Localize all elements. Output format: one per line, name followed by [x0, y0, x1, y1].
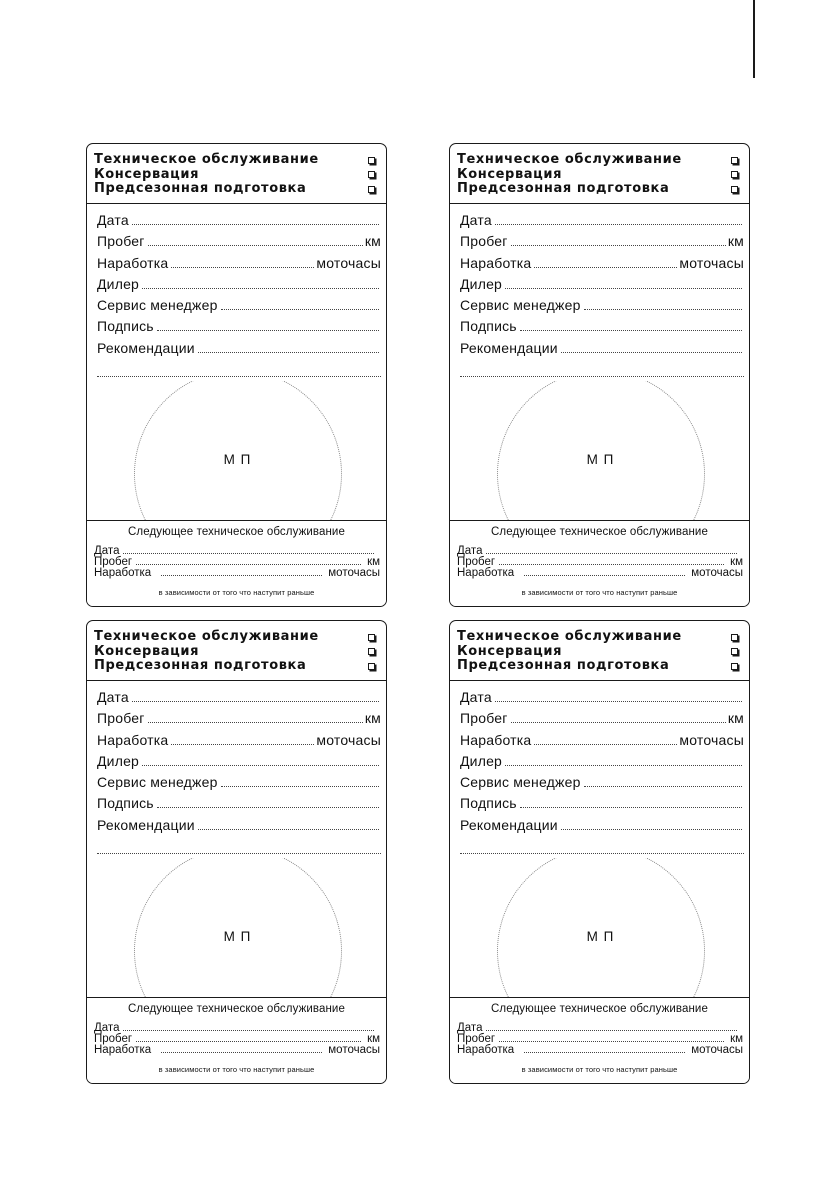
- service-type-label: Предсезонная подготовка: [94, 181, 307, 196]
- fill-line[interactable]: [520, 796, 742, 808]
- field-label: Дата: [457, 545, 483, 557]
- service-type-checkbox[interactable]: [368, 186, 375, 193]
- next-service-section: [450, 520, 749, 607]
- field-unit: моточасы: [328, 567, 380, 579]
- record-field-signature[interactable]: [460, 318, 744, 339]
- next-service-engine-hours[interactable]: [94, 1044, 380, 1055]
- field-label: Наработка: [94, 1044, 152, 1056]
- record-field-date[interactable]: [460, 212, 744, 233]
- fill-line[interactable]: [534, 256, 677, 268]
- field-label: Сервис менеджер: [97, 774, 218, 791]
- stamp-label: М П: [586, 929, 615, 944]
- fill-line[interactable]: [132, 213, 379, 225]
- service-type-label: Техническое обслуживание: [457, 152, 682, 167]
- field-unit: км: [364, 233, 381, 250]
- record-field-recommendations[interactable]: [460, 817, 744, 838]
- field-unit: моточасы: [679, 731, 744, 748]
- service-type-checkbox[interactable]: [731, 648, 738, 655]
- field-label: Рекомендации: [97, 339, 195, 356]
- field-label: Дилер: [460, 752, 503, 769]
- fill-line[interactable]: [123, 545, 374, 554]
- record-field-engine-hours[interactable]: [97, 255, 381, 276]
- field-unit: моточасы: [691, 567, 743, 579]
- next-service-date[interactable]: [457, 545, 743, 556]
- service-type-row: [94, 645, 376, 660]
- service-type-header: [450, 144, 749, 204]
- field-unit: моточасы: [679, 254, 744, 271]
- next-service-fields: [457, 545, 743, 578]
- service-coupon: [86, 620, 387, 1084]
- field-label: Дилер: [97, 275, 140, 292]
- recommendations-extra-line[interactable]: [460, 853, 744, 854]
- fill-line[interactable]: [511, 234, 726, 246]
- field-label: Наработка: [94, 567, 152, 579]
- next-service-note: в зависимости от того что наступит раньше: [158, 588, 315, 597]
- fill-line[interactable]: [561, 341, 742, 353]
- fill-line[interactable]: [171, 256, 314, 268]
- service-type-label: Предсезонная подготовка: [94, 658, 307, 673]
- recommendations-extra-line[interactable]: [460, 376, 744, 377]
- record-field-service-manager[interactable]: [460, 774, 744, 795]
- field-unit: моточасы: [316, 731, 381, 748]
- recommendations-extra-line[interactable]: [97, 376, 381, 377]
- field-label: Пробег: [94, 1033, 133, 1045]
- fill-line[interactable]: [136, 1033, 361, 1042]
- fill-line[interactable]: [499, 1033, 724, 1042]
- field-label: Подпись: [460, 318, 517, 335]
- service-record-fields: [97, 689, 381, 838]
- service-type-header: [450, 621, 749, 681]
- next-service-title: Следующее техническое обслуживание: [128, 1003, 345, 1015]
- record-field-service-manager[interactable]: [97, 297, 381, 318]
- field-label: Пробег: [97, 233, 145, 250]
- field-label: Дата: [460, 689, 492, 705]
- record-field-mileage[interactable]: [97, 710, 381, 731]
- field-label: Пробег: [97, 710, 145, 727]
- record-field-mileage[interactable]: [97, 233, 381, 254]
- service-type-row: [94, 630, 376, 645]
- field-unit: моточасы: [316, 254, 381, 271]
- service-type-row: [457, 630, 739, 645]
- stamp-label: М П: [223, 929, 252, 944]
- field-label: Дата: [97, 689, 129, 705]
- next-service-date[interactable]: [94, 1022, 380, 1033]
- fill-line[interactable]: [495, 690, 742, 702]
- field-label: Наработка: [97, 254, 169, 271]
- fill-line[interactable]: [486, 1022, 737, 1031]
- fill-line[interactable]: [136, 556, 361, 565]
- fill-line[interactable]: [520, 319, 742, 331]
- service-type-checkbox[interactable]: [731, 186, 738, 193]
- field-label: Дилер: [97, 752, 140, 769]
- field-label: Наработка: [460, 254, 532, 271]
- record-field-dealer[interactable]: [460, 276, 744, 297]
- fill-line[interactable]: [534, 733, 677, 745]
- fill-line[interactable]: [198, 818, 379, 830]
- field-label: Пробег: [94, 556, 133, 568]
- fill-line[interactable]: [524, 567, 685, 576]
- next-service-engine-hours[interactable]: [457, 567, 743, 578]
- field-label: Дата: [94, 545, 120, 557]
- service-type-label: Консервация: [94, 643, 200, 659]
- fill-line[interactable]: [148, 711, 363, 723]
- next-service-section: [87, 520, 386, 607]
- record-field-dealer[interactable]: [97, 276, 381, 297]
- fill-line[interactable]: [505, 277, 742, 289]
- record-field-engine-hours[interactable]: [460, 255, 744, 276]
- service-type-row: [94, 659, 376, 674]
- record-field-date[interactable]: [460, 689, 744, 710]
- field-label: Подпись: [97, 318, 154, 335]
- record-field-date[interactable]: [97, 689, 381, 710]
- field-label: Рекомендации: [97, 816, 195, 833]
- next-service-date[interactable]: [94, 545, 380, 556]
- fill-line[interactable]: [524, 1044, 685, 1053]
- field-label: Дата: [457, 1022, 483, 1034]
- service-type-checkbox[interactable]: [368, 648, 375, 655]
- fill-line[interactable]: [221, 775, 379, 787]
- service-type-checkbox[interactable]: [368, 663, 375, 670]
- service-type-label: Техническое обслуживание: [94, 629, 319, 644]
- next-service-note: в зависимости от того что наступит раньше: [521, 588, 678, 597]
- next-service-engine-hours[interactable]: [457, 1044, 743, 1055]
- field-label: Дилер: [460, 275, 503, 292]
- fill-line[interactable]: [561, 818, 742, 830]
- service-record-fields: [97, 212, 381, 361]
- field-label: Сервис менеджер: [97, 297, 218, 314]
- service-type-label: Предсезонная подготовка: [457, 181, 670, 196]
- service-type-label: Техническое обслуживание: [94, 152, 319, 167]
- record-field-recommendations[interactable]: [460, 340, 744, 361]
- next-service-title: Следующее техническое обслуживание: [128, 526, 345, 538]
- next-service-fields: [457, 1022, 743, 1055]
- service-type-checkbox[interactable]: [368, 171, 375, 178]
- field-label: Наработка: [457, 567, 515, 579]
- service-type-label: Консервация: [94, 166, 200, 182]
- service-type-row: [457, 153, 739, 168]
- service-record-fields: [460, 689, 744, 838]
- service-type-row: [457, 168, 739, 183]
- next-service-note: в зависимости от того что наступит раньше: [521, 1065, 678, 1074]
- record-field-service-manager[interactable]: [460, 297, 744, 318]
- fill-line[interactable]: [142, 754, 379, 766]
- service-type-checkbox[interactable]: [731, 157, 738, 164]
- record-field-service-manager[interactable]: [97, 774, 381, 795]
- fill-line[interactable]: [171, 733, 314, 745]
- fill-line[interactable]: [499, 556, 724, 565]
- fill-line[interactable]: [505, 754, 742, 766]
- stamp-label: М П: [586, 452, 615, 467]
- next-service-title: Следующее техническое обслуживание: [491, 526, 708, 538]
- fill-line[interactable]: [142, 277, 379, 289]
- service-type-row: [457, 182, 739, 197]
- service-type-checkbox[interactable]: [731, 663, 738, 670]
- field-label: Пробег: [460, 710, 508, 727]
- fill-line[interactable]: [584, 298, 742, 310]
- next-service-section: [450, 997, 749, 1084]
- fill-line[interactable]: [132, 690, 379, 702]
- record-field-recommendations[interactable]: [97, 817, 381, 838]
- next-service-mileage[interactable]: [457, 1033, 743, 1044]
- record-field-date[interactable]: [97, 212, 381, 233]
- record-field-signature[interactable]: [97, 318, 381, 339]
- field-label: Рекомендации: [460, 339, 558, 356]
- record-field-mileage[interactable]: [460, 710, 744, 731]
- field-label: Дата: [460, 212, 492, 228]
- record-field-recommendations[interactable]: [97, 340, 381, 361]
- next-service-fields: [94, 1022, 380, 1055]
- service-coupon: [86, 143, 387, 607]
- field-label: Пробег: [457, 556, 496, 568]
- next-service-mileage[interactable]: [457, 556, 743, 567]
- next-service-mileage[interactable]: [94, 556, 380, 567]
- fill-line[interactable]: [584, 775, 742, 787]
- service-type-row: [457, 645, 739, 660]
- field-unit: км: [727, 233, 744, 250]
- fill-line[interactable]: [511, 711, 726, 723]
- next-service-note: в зависимости от того что наступит раньше: [158, 1065, 315, 1074]
- next-service-section: [87, 997, 386, 1084]
- next-service-fields: [94, 545, 380, 578]
- field-label: Дата: [97, 212, 129, 228]
- record-field-mileage[interactable]: [460, 233, 744, 254]
- fill-line[interactable]: [161, 1044, 322, 1053]
- field-unit: км: [727, 710, 744, 727]
- service-type-checkbox[interactable]: [731, 634, 738, 641]
- field-unit: км: [367, 1033, 380, 1045]
- field-unit: км: [367, 556, 380, 568]
- service-coupon: [449, 143, 750, 607]
- service-type-label: Предсезонная подготовка: [457, 658, 670, 673]
- service-type-label: Консервация: [457, 643, 563, 659]
- field-label: Наработка: [457, 1044, 515, 1056]
- fill-line[interactable]: [157, 796, 379, 808]
- field-label: Подпись: [97, 795, 154, 812]
- service-type-label: Консервация: [457, 166, 563, 182]
- record-field-engine-hours[interactable]: [97, 732, 381, 753]
- service-type-label: Техническое обслуживание: [457, 629, 682, 644]
- service-type-header: [87, 144, 386, 204]
- service-type-row: [457, 659, 739, 674]
- fill-line[interactable]: [148, 234, 363, 246]
- next-service-mileage[interactable]: [94, 1033, 380, 1044]
- service-type-checkbox[interactable]: [368, 634, 375, 641]
- service-type-checkbox[interactable]: [368, 157, 375, 164]
- field-label: Наработка: [97, 731, 169, 748]
- service-type-row: [94, 168, 376, 183]
- service-type-checkbox[interactable]: [731, 171, 738, 178]
- field-label: Рекомендации: [460, 816, 558, 833]
- record-field-engine-hours[interactable]: [460, 732, 744, 753]
- stamp-label: М П: [223, 452, 252, 467]
- field-unit: моточасы: [691, 1044, 743, 1056]
- field-label: Дата: [94, 1022, 120, 1034]
- fill-line[interactable]: [123, 1022, 374, 1031]
- field-unit: км: [730, 556, 743, 568]
- fill-line[interactable]: [161, 567, 322, 576]
- field-label: Подпись: [460, 795, 517, 812]
- next-service-engine-hours[interactable]: [94, 567, 380, 578]
- page-edge-marker: [753, 0, 755, 78]
- fill-line[interactable]: [198, 341, 379, 353]
- record-field-signature[interactable]: [97, 795, 381, 816]
- recommendations-extra-line[interactable]: [97, 853, 381, 854]
- fill-line[interactable]: [486, 545, 737, 554]
- record-field-signature[interactable]: [460, 795, 744, 816]
- field-label: Пробег: [457, 1033, 496, 1045]
- next-service-title: Следующее техническое обслуживание: [491, 1003, 708, 1015]
- service-record-fields: [460, 212, 744, 361]
- fill-line[interactable]: [495, 213, 742, 225]
- next-service-date[interactable]: [457, 1022, 743, 1033]
- field-unit: моточасы: [328, 1044, 380, 1056]
- service-type-header: [87, 621, 386, 681]
- field-label: Сервис менеджер: [460, 297, 581, 314]
- field-label: Сервис менеджер: [460, 774, 581, 791]
- field-unit: км: [730, 1033, 743, 1045]
- record-field-dealer[interactable]: [460, 753, 744, 774]
- service-coupon: [449, 620, 750, 1084]
- fill-line[interactable]: [221, 298, 379, 310]
- service-type-row: [94, 182, 376, 197]
- field-label: Наработка: [460, 731, 532, 748]
- record-field-dealer[interactable]: [97, 753, 381, 774]
- fill-line[interactable]: [157, 319, 379, 331]
- field-unit: км: [364, 710, 381, 727]
- service-type-row: [94, 153, 376, 168]
- field-label: Пробег: [460, 233, 508, 250]
